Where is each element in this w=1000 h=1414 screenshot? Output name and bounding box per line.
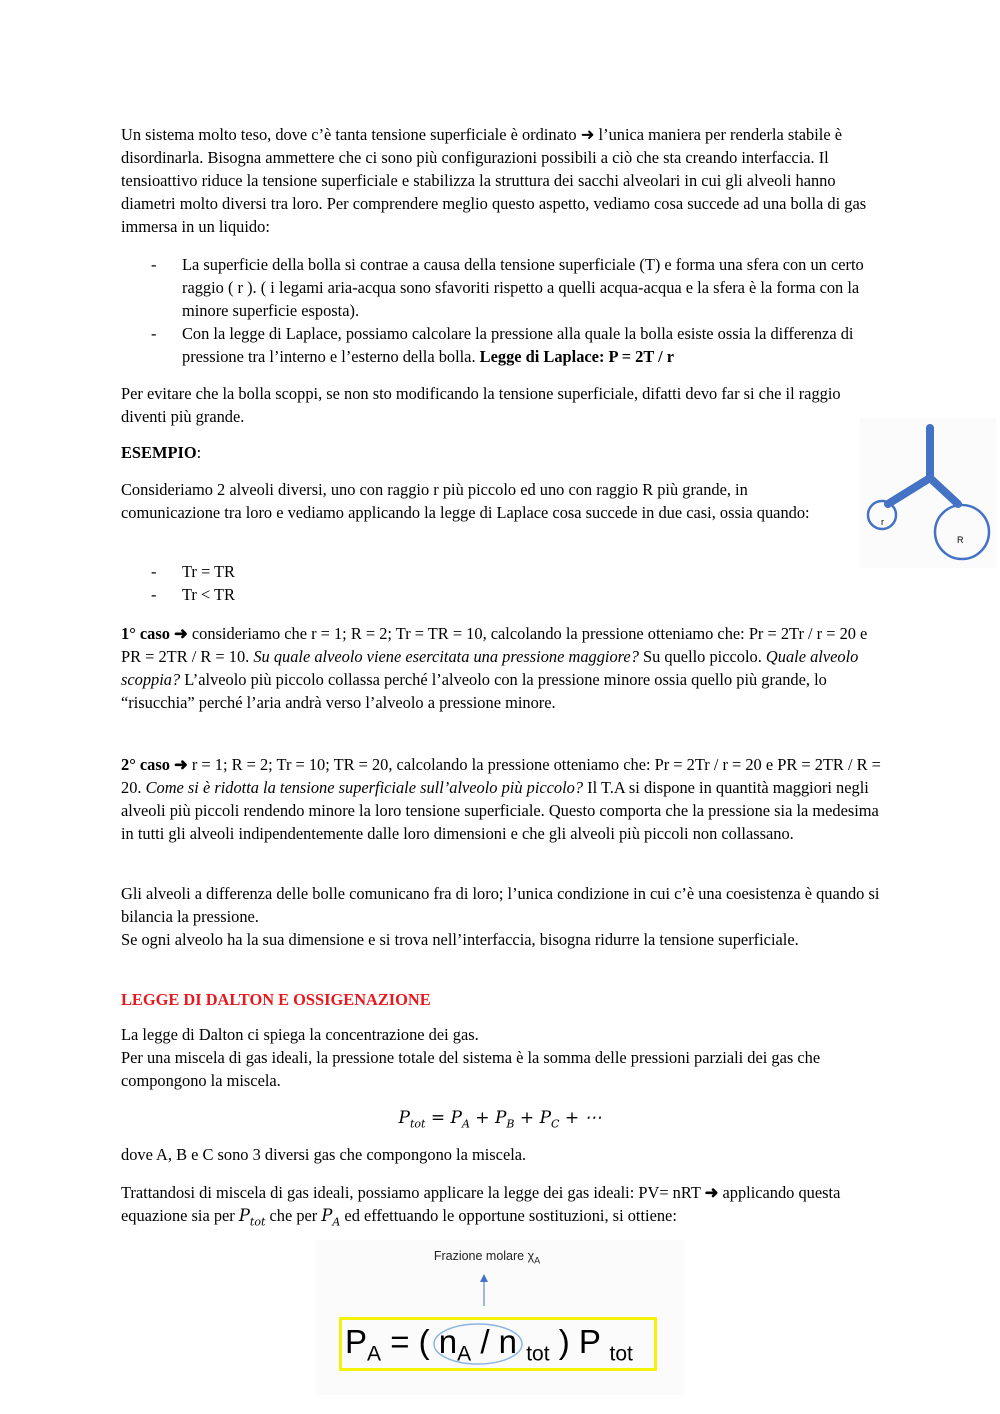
example-heading: ESEMPIO: bbox=[121, 443, 202, 462]
ideal-gas-paragraph: Trattandosi di miscela di gas ideali, possiamo applicare la legge dei gas ideali: PV= nRT ➜ applicando questa equazione sia per $P_{tot}$ che per $P_A$ ed effettuando le opportune sostituzioni, si ottiene: bbox=[121, 1183, 841, 1229]
cases-bullet-list bbox=[121, 560, 881, 606]
dalton-heading: LEGGE DI DALTON E OSSIGENAZIONE bbox=[121, 990, 431, 1009]
right-arrow-icon: ➜ bbox=[580, 125, 595, 144]
alveoli-communication-paragraph: Gli alveoli a differenza delle bolle comunicano fra di loro; l’unica condizione in cui c’è una coesistenza è quando si bilancia la pressione. Se ogni alveolo ha la sua dimensione e si trova nell’interfaccia, bisogna ridurre la tensione superficiale. bbox=[121, 884, 880, 949]
partial-pressure-equation: $P_A$ = ( $n_A$ / n $_{tot}$ ) P $_{tot}$ bbox=[345, 1323, 633, 1366]
list-item: - La superficie della bolla si contrae a causa della tensione superficiale (T) e forma una sfera con un certo raggio ( r ). ( i legami aria-acqua sono sfavoriti rispetto a quelli acqua-acqua e la sfera è la forma con la minore superficie esposta). bbox=[151, 255, 864, 320]
laplace-law: Legge di Laplace: P = 2T / r bbox=[479, 347, 675, 366]
radius-r-label: r bbox=[881, 517, 884, 527]
bubble-bullet-list bbox=[121, 253, 881, 368]
dalton-formula: $P_{tot} = P_A + P_B + P_C$ + ⋯ bbox=[398, 1108, 602, 1131]
right-arrow-icon: ➜ bbox=[704, 1183, 719, 1202]
gases-paragraph: dove A, B e C sono 3 diversi gas che compongono la miscela. bbox=[121, 1145, 527, 1164]
case2-paragraph: 2° caso ➜ r = 1; R = 2; Tr = 10; TR = 20, calcolando la pressione otteniamo che: Pr = 2Tr / r = 20 e PR = 2TR / R = 20. Come si è ridotta la tensione superficiale sull’alveolo più piccolo? Il T.A si dispone in quantità maggiori negli alveoli più piccoli rendendo minore la loro tensione superficiale. Questo comporta che la pressione sia la medesima in tutti gli alveoli indipendentemente dalle loro dimensioni e che gli alveoli più piccoli non collassano. bbox=[121, 755, 881, 843]
right-arrow-icon: ➜ bbox=[174, 624, 188, 643]
list-item: - Tr = TR bbox=[151, 562, 235, 581]
alveoli-diagram bbox=[860, 418, 996, 568]
bubble-paragraph: Per evitare che la bolla scoppi, se non sto modificando la tensione superficiale, difatti devo far si che il raggio diventi più grande. bbox=[121, 384, 841, 426]
molar-fraction-figure bbox=[317, 1240, 683, 1395]
alveoli-paragraph: Consideriamo 2 alveoli diversi, uno con raggio r più piccolo ed uno con raggio R più grande, in comunicazione tra loro e vediamo applicando la legge di Laplace cosa succede in due casi, ossia quando: bbox=[121, 480, 810, 522]
list-item: - Con la legge di Laplace, possiamo calcolare la pressione alla quale la bolla esiste ossia la differenza di pressione tra l’interno e l’esterno della bolla. Legge di Laplace: P = 2T / r bbox=[151, 324, 854, 366]
list-item: - Tr < TR bbox=[151, 585, 235, 604]
dalton-paragraph: La legge di Dalton ci spiega la concentrazione dei gas. Per una miscela di gas ideali, la pressione totale del sistema è la somma delle pressioni parziali dei gas che compongono la miscela. bbox=[121, 1025, 821, 1090]
molar-fraction-label: Frazione molare $\chi_A$ bbox=[433, 1249, 541, 1266]
right-arrow-icon: ➜ bbox=[174, 755, 188, 774]
intro-paragraph: Un sistema molto teso, dove c’è tanta tensione superficiale è ordinato ➜ l’unica maniera per renderla stabile è disordinarla. Bisogna ammettere che ci sono più configurazioni possibili a ciò che sta creando interfaccia. Il tensioattivo riduce la tensione superficiale e stabilizza la struttura dei sacchi alveolari in cui gli alveoli hanno diametri molto diversi tra loro. Per comprendere meglio questo aspetto, vediamo cosa succede ad una bolla di gas immersa in un liquido: bbox=[121, 125, 867, 236]
radius-R-label: R bbox=[957, 535, 964, 545]
case1-paragraph: 1° caso ➜ consideriamo che r = 1; R = 2; Tr = TR = 10, calcolando la pressione otteniamo che: Pr = 2Tr / r = 20 e PR = 2TR / R = 10. Su quale alveolo viene esercitata una pressione maggiore? Su quello piccolo. Quale alveolo scoppia? L’alveolo più piccolo collassa perché l’alveolo con la pressione minore ossia quello più grande, lo “risucchia” perché l’aria andrà verso l’alveolo a pressione minore. bbox=[121, 624, 868, 712]
